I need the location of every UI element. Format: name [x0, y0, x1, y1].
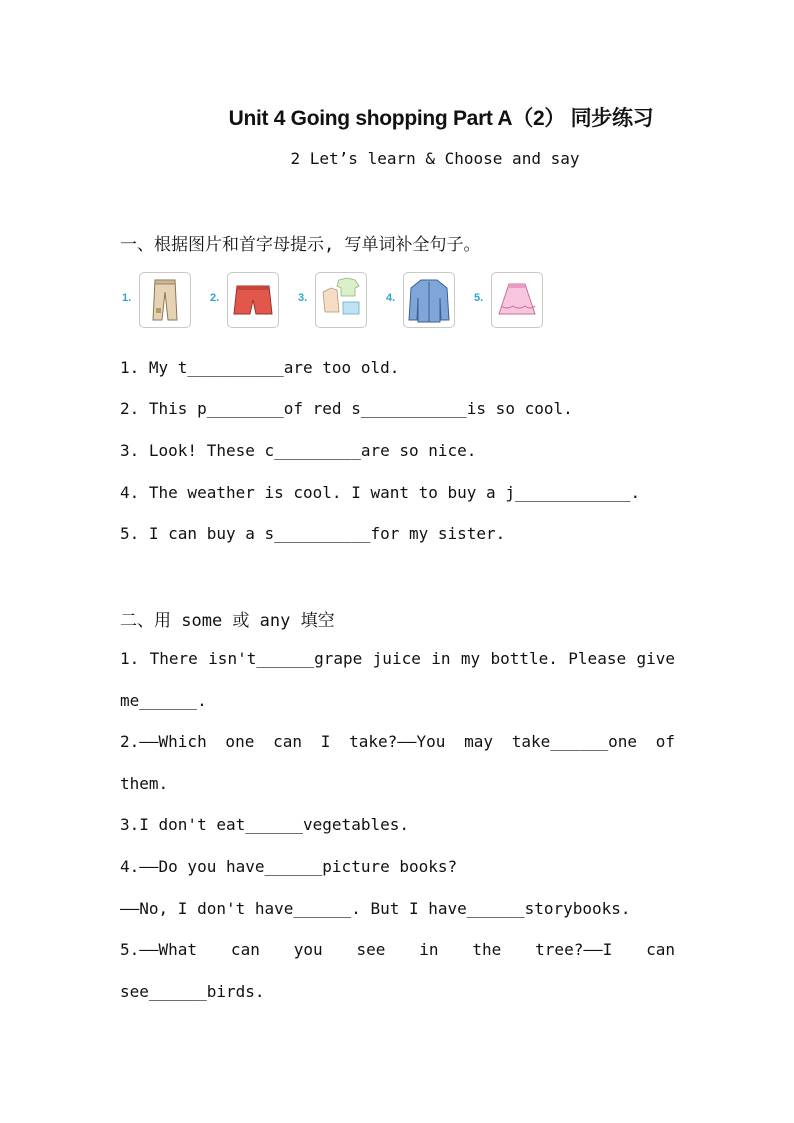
question-4: 4. The weather is cool. I want to buy a j____________. — [120, 483, 641, 502]
picture-number: 2. — [210, 292, 220, 304]
picture-number: 1. — [122, 292, 132, 304]
section-1-heading: 一、根据图片和首字母提示, 写单词补全句子。 — [120, 235, 481, 255]
exercise-line: 5.——What can you see in the tree?——I can — [120, 940, 675, 959]
exercise-line: 3.I don't eat______vegetables. — [120, 815, 409, 834]
picture-number: 3. — [298, 292, 308, 304]
picture-item-1 — [122, 272, 222, 328]
exercise-line: 1. There isn't______grape juice in my bottle. Please give — [120, 649, 675, 668]
picture-item-3 — [298, 272, 398, 328]
picture-item-2 — [210, 272, 310, 328]
picture-number: 4. — [386, 292, 396, 304]
exercise-line: 2.——Which one can I take?——You may take______one of — [120, 732, 675, 751]
exercise-line: them. — [120, 774, 169, 793]
exercise-line: me______. — [120, 691, 207, 710]
section-2-heading: 二、用 some 或 any 填空 — [120, 611, 335, 631]
question-1: 1. My t__________are too old. — [120, 358, 400, 377]
exercise-line: see______birds. — [120, 982, 265, 1001]
shorts-icon — [227, 272, 279, 328]
trousers-icon — [139, 272, 191, 328]
picture-number: 5. — [474, 292, 484, 304]
question-2: 2. This p________of red s___________is so cool. — [120, 399, 573, 418]
skirt-icon — [491, 272, 543, 328]
jacket-icon — [403, 272, 455, 328]
exercise-line: ——No, I don't have______. But I have______storybooks. — [120, 899, 631, 918]
picture-item-4 — [386, 272, 486, 328]
question-5: 5. I can buy a s__________for my sister. — [120, 524, 506, 543]
page-title: Unit 4 Going shopping Part A（2） 同步练习 — [228, 107, 654, 130]
page-subtitle: 2 Let’s learn & Choose and say — [290, 149, 580, 168]
picture-item-5 — [474, 272, 574, 328]
clothes-icon — [315, 272, 367, 328]
question-3: 3. Look! These c_________are so nice. — [120, 441, 477, 460]
exercise-line: 4.——Do you have______picture books? — [120, 857, 458, 876]
